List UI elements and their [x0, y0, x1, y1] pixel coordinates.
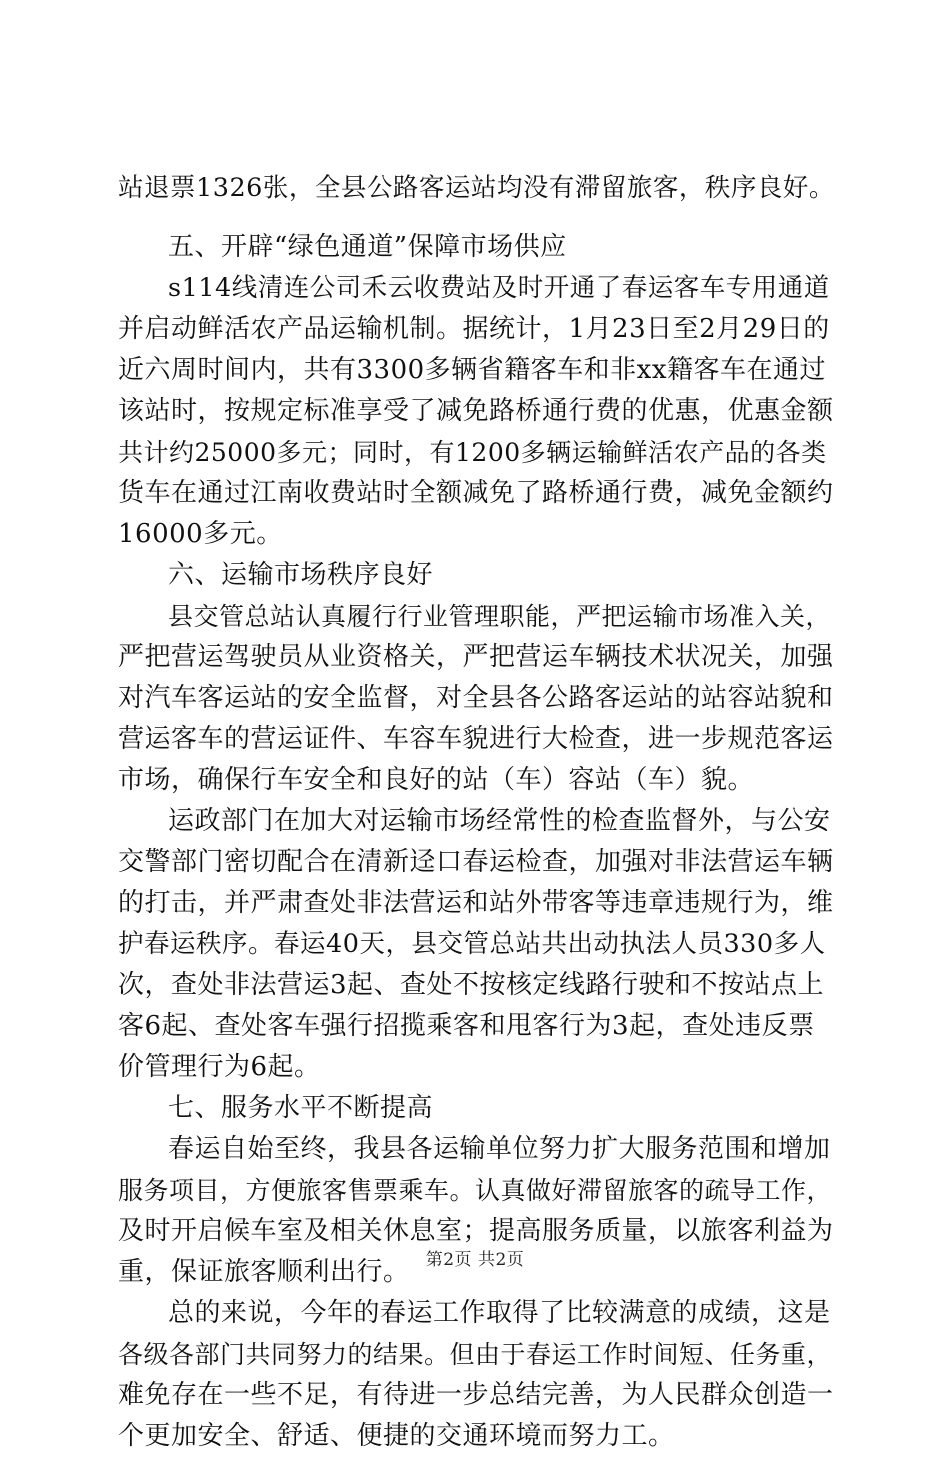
text-line: 近六周时间内，共有3300多辆省籍客车和非xx籍客车在通过	[118, 355, 826, 385]
text-line: 七、服务水平不断提高	[168, 1093, 434, 1123]
text-line: 次，查处非法营运3起、查处不按核定线路行驶和不按站点上	[118, 970, 825, 1000]
text-line: 该站时，按规定标准享受了减免路桥通行费的优惠，优惠金额	[118, 396, 834, 426]
text-line: 运政部门在加大对运输市场经常性的检查监督外，与公安	[168, 806, 831, 836]
text-line: 五、开辟“绿色通道”保障市场供应	[168, 232, 567, 262]
text-line: 16000多元。	[118, 519, 283, 549]
text-line: 价管理行为6起。	[118, 1052, 321, 1082]
text-line: 县交管总站认真履行行业管理职能，严把运输市场准入关，	[168, 602, 832, 631]
text-line: 市场，确保行车安全和良好的站（车）容站（车）貌。	[118, 765, 755, 795]
text-line: 站退票1326张，全县公路客运站均没有滞留旅客，秩序良好。	[118, 173, 835, 203]
paragraph-gap	[118, 209, 838, 227]
text-line: 并启动鲜活农产品运输机制。据统计，1月23日至2月29日的	[118, 314, 830, 344]
text-line: 各级各部门共同努力的结果。但由于春运工作时间短、任务重，	[118, 1340, 833, 1369]
text-line: 对汽车客运站的安全监督，对全县各公路客运站的站容站貌和	[118, 683, 834, 713]
text-line: 严把营运驾驶员从业资格关，严把营运车辆技术状况关，加强	[118, 642, 834, 672]
text-line: 总的来说，今年的春运工作取得了比较满意的成绩，这是	[168, 1298, 831, 1328]
text-line: 共计约25000多元；同时，有1200多辆运输鲜活农产品的各类	[118, 438, 827, 467]
text-line: 难免存在一些不足，有待进一步总结完善，为人民群众创造一	[118, 1380, 834, 1410]
text-line: 的打击，并严肃查处非法营运和站外带客等违章违规行为，维	[118, 888, 834, 918]
text-line: 客6起、查处客车强行招揽乘客和甩客行为3起，查处违反票	[118, 1011, 815, 1041]
text-line: 及时开启候车室及相关休息室；提高服务质量，以旅客利益为	[118, 1216, 834, 1246]
text-line: 春运自始至终，我县各运输单位努力扩大服务范围和增加	[168, 1134, 831, 1164]
text-line: 营运客车的营运证件、车容车貌进行大检查，进一步规范客运	[118, 724, 834, 754]
text-line: 货车在通过江南收费站时全额减免了路桥通行费，减免金额约	[118, 478, 834, 508]
text-line: 个更加安全、舒适、便捷的交通环境而努力工。	[118, 1421, 675, 1451]
text-line: 重，保证旅客顺利出行。	[118, 1257, 410, 1287]
text-line: 护春运秩序。春运40天，县交管总站共出动执法人员330多人	[118, 929, 826, 959]
page-footer: 第2页 共2页	[425, 1250, 525, 1270]
text-line: 交警部门密切配合在清新迳口春运检查，加强对非法营运车辆	[118, 847, 834, 877]
text-line: 六、运输市场秩序良好	[168, 560, 434, 590]
text-line: 服务项目，方便旅客售票乘车。认真做好滞留旅客的疏导工作，	[118, 1176, 833, 1205]
text-line: s114线清连公司禾云收费站及时开通了春运客车专用通道	[168, 273, 830, 303]
